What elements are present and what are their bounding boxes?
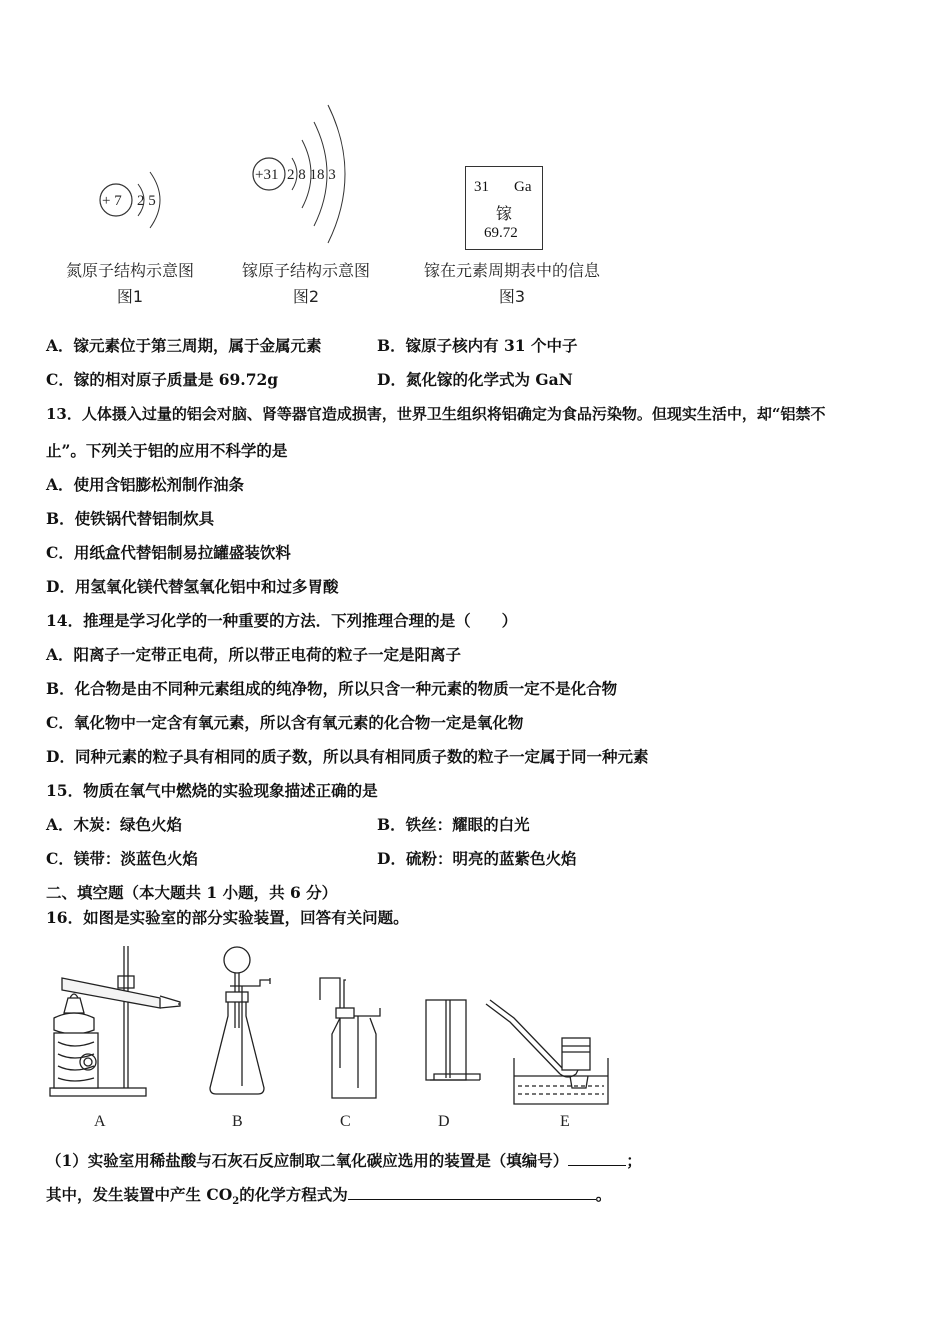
fig2-caption: 镓原子结构示意图 [241, 261, 370, 280]
q16-part2-text-post: 的化学方程式为 [239, 1185, 348, 1204]
lab-apparatus-figure [40, 938, 620, 1138]
element-name: 镓 [496, 204, 513, 223]
fig3-caption: 镓在元素周期表中的信息 [423, 261, 600, 280]
fig2-label: 图2 [292, 287, 320, 306]
q16-stem: 16．如图是实验室的部分实验装置，回答有关问题。 [46, 908, 409, 927]
section-2-heading: 二、填空题（本大题共 1 小题，共 6 分） [46, 883, 338, 902]
q16-part1-answer-blank[interactable] [568, 1151, 626, 1166]
q16-part1-end: ； [626, 1151, 642, 1170]
q12-option-c: C．镓的相对原子质量是 69.72g [46, 370, 279, 389]
apparatus-c [320, 978, 380, 1098]
q12-option-b: B．镓原子核内有 31 个中子 [377, 336, 578, 355]
apparatus-label-b: B [232, 1113, 243, 1130]
apparatus-a [50, 946, 180, 1096]
fig1-caption: 氮原子结构示意图 [65, 261, 194, 280]
q16-part1-text: （1）实验室用稀盐酸与石灰石反应制取二氧化碳应选用的装置是（填编号） [46, 1151, 569, 1170]
q14-option-d: D．同种元素的粒子具有相同的质子数，所以具有相同质子数的粒子一定属于同一种元素 [46, 747, 649, 766]
q12-option-a: A．镓元素位于第三周期，属于金属元素 [46, 336, 322, 355]
nitrogen-nucleus-charge: + 7 [102, 193, 122, 209]
apparatus-label-c: C [340, 1113, 351, 1130]
q16-part2-end: 。 [595, 1185, 612, 1204]
q16-part2-subscript: 2 [232, 1196, 240, 1208]
q15-option-d: D．硫粉：明亮的蓝紫色火焰 [377, 849, 577, 868]
q15-option-a: A．木炭：绿色火焰 [46, 815, 183, 834]
q14-option-a: A．阳离子一定带正电荷，所以带正电荷的粒子一定是阳离子 [46, 645, 462, 664]
q13-option-a: A．使用含铝膨松剂制作油条 [46, 475, 245, 494]
apparatus-label-d: D [438, 1113, 450, 1130]
gallium-nucleus-charge: +31 [255, 167, 279, 183]
apparatus-b [210, 947, 270, 1094]
q16-part2-text: 其中，发生装置中产生 CO [46, 1185, 233, 1204]
periodic-table-cell [465, 166, 543, 250]
q13-stem-line2: 止”。下列关于铝的应用不科学的是 [46, 441, 288, 460]
apparatus-e [486, 1000, 608, 1104]
atomic-number: 31 [474, 179, 489, 195]
q15-option-b: B．铁丝：耀眼的白光 [377, 815, 530, 834]
atomic-mass: 69.72 [484, 225, 518, 241]
nitrogen-shell-electrons: 2 5 [137, 193, 156, 209]
q16-part1 [46, 1151, 642, 1171]
q12-option-d: D．氮化镓的化学式为 GaN [377, 370, 573, 389]
q16-part2 [46, 1185, 611, 1212]
q16-part2-answer-blank[interactable] [348, 1185, 596, 1200]
fig1-label: 图1 [116, 287, 144, 306]
q15-option-c: C．镁带：淡蓝色火焰 [46, 849, 198, 868]
q13-option-b: B．使铁锅代替铝制炊具 [46, 509, 215, 528]
element-symbol: Ga [514, 179, 532, 195]
fig3-label: 图3 [498, 287, 526, 306]
gallium-atom-diagram [240, 100, 370, 250]
q14-stem: 14．推理是学习化学的一种重要的方法．下列推理合理的是（ ） [46, 611, 518, 630]
gallium-shell-electrons: 2 8 18 3 [287, 167, 336, 183]
q13-option-d: D．用氢氧化镁代替氢氧化铝中和过多胃酸 [46, 577, 339, 596]
apparatus-label-e: E [560, 1113, 570, 1130]
apparatus-label-a: A [94, 1113, 106, 1130]
q13-option-c: C．用纸盒代替铝制易拉罐盛装饮料 [46, 543, 291, 562]
nitrogen-atom-diagram [80, 150, 190, 250]
q14-option-c: C．氧化物中一定含有氧元素，所以含有氧元素的化合物一定是氧化物 [46, 713, 524, 732]
q13-stem-line1: 13．人体摄入过量的铝会对脑、肾等器官造成损害，世界卫生组织将铝确定为食品污染物。但现实生活中，却“铝禁不 [46, 405, 826, 423]
q14-option-b: B．化合物是由不同种元素组成的纯净物，所以只含一种元素的物质一定不是化合物 [46, 679, 618, 698]
q15-stem: 15．物质在氧气中燃烧的实验现象描述正确的是 [46, 781, 378, 800]
apparatus-d [426, 1000, 480, 1080]
